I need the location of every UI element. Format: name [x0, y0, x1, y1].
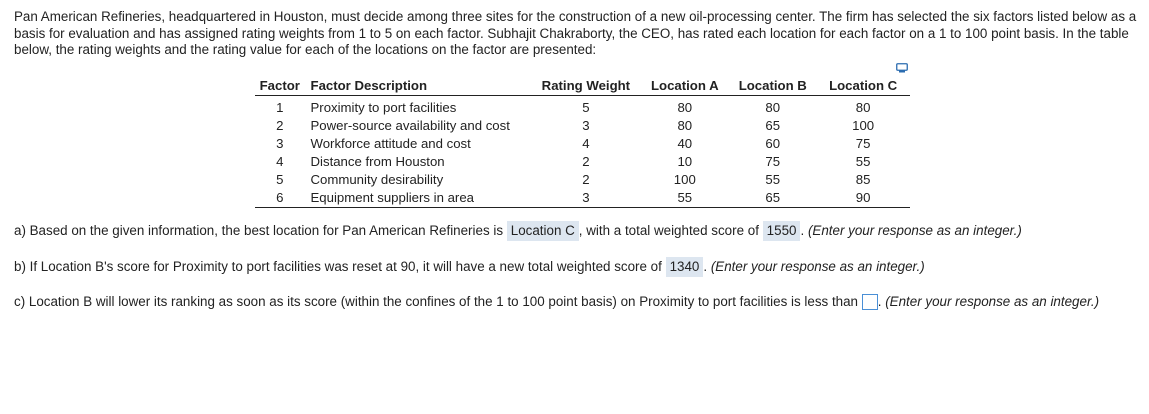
location-a-rating: 80 — [677, 117, 693, 133]
factor-description: Proximity to port facilities — [310, 99, 457, 115]
question-a-text: a) Based on the given information, the best location for Pan American Refineries is — [14, 223, 504, 238]
question-b-text: b) If Location B's score for Proximity to port facilities was reset at 90, it will have a new total weighted score of — [14, 259, 662, 274]
rating-weight: 3 — [531, 188, 640, 208]
location-a-rating: 10 — [677, 153, 693, 169]
location-b-rating: 65 — [765, 117, 781, 133]
table-row — [255, 170, 910, 188]
question-b-suffix: . — [703, 259, 708, 274]
question-a-note: (Enter your response as an integer.) — [807, 223, 1022, 238]
table-row — [255, 152, 910, 170]
location-a-rating: 40 — [677, 135, 693, 151]
question-a-suffix: . — [800, 223, 805, 238]
question-a-middle: , with a total weighted score of — [578, 223, 759, 238]
total-score-answer[interactable]: 1550 — [763, 221, 801, 241]
factor-description: Community desirability — [310, 171, 444, 187]
factor-number: 5 — [276, 171, 284, 187]
rating-weight: 2 — [582, 153, 590, 169]
location-c-rating: 75 — [855, 135, 871, 151]
header-location-b: Location B — [729, 77, 816, 96]
rating-weight: 5 — [582, 99, 590, 115]
rating-weight: 2 — [582, 171, 590, 187]
factor-number: 2 — [276, 117, 284, 133]
location-c-rating: 55 — [855, 153, 871, 169]
rating-weight: 3 — [582, 117, 590, 133]
rating-weight: 4 — [582, 135, 590, 151]
factor-number: 3 — [276, 135, 284, 151]
location-a-rating: 100 — [673, 171, 696, 187]
table-row — [255, 116, 910, 134]
factor-number: 1 — [276, 99, 284, 115]
question-a — [14, 221, 1022, 241]
question-b-note: (Enter your response as an integer.) — [710, 259, 925, 274]
location-b-rating: 75 — [765, 153, 781, 169]
header-factor-description: Factor Description — [305, 77, 532, 96]
question-c-note: (Enter your response as an integer.) — [885, 294, 1100, 309]
location-c-rating: 100 — [852, 117, 875, 133]
location-b-rating: 60 — [765, 135, 781, 151]
problem-statement: Pan American Refineries, headquartered in Houston, must decide among three sites for the construction of a new oil-processing center. The firm has selected the six factors listed below as a basis for evaluation and has assigned rating weights from 1 to 5 on each factor. Subhajit Chakraborty, the CEO, has rated each location for each factor on a 1 to 100 point basis. In the table below, the rating weights and the rating value for each of the locations on the factor are presented: — [14, 9, 1137, 57]
table-header-row — [255, 77, 910, 96]
factor-description: Distance from Houston — [310, 153, 445, 169]
location-b-rating: 65 — [729, 188, 816, 208]
factor-description: Power-source availability and cost — [310, 117, 510, 133]
location-c-rating: 80 — [855, 99, 871, 115]
location-b-rating: 80 — [765, 99, 781, 115]
header-rating-weight: Rating Weight — [531, 77, 640, 96]
question-b — [14, 257, 925, 277]
location-a-rating: 80 — [677, 99, 693, 115]
threshold-input[interactable] — [862, 294, 878, 310]
table-row — [255, 188, 910, 208]
factor-number: 4 — [276, 153, 284, 169]
table-row — [255, 134, 910, 152]
header-factor: Factor — [255, 77, 305, 96]
best-location-answer[interactable]: Location C — [507, 221, 579, 241]
factor-number: 6 — [255, 188, 305, 208]
factor-description: Equipment suppliers in area — [305, 188, 532, 208]
question-c-text: c) Location B will lower its ranking as soon as its score (within the confines of the 1 to 100 point basis) on Proximity to port facilities is less than — [14, 294, 859, 309]
header-location-c: Location C — [816, 77, 910, 96]
header-location-a: Location A — [640, 77, 729, 96]
question-c — [14, 292, 1099, 312]
factor-rating-table — [255, 77, 910, 208]
location-c-rating: 85 — [855, 171, 871, 187]
location-a-rating: 55 — [640, 188, 729, 208]
new-score-answer[interactable]: 1340 — [666, 257, 704, 277]
table-row — [255, 96, 910, 117]
location-b-rating: 55 — [765, 171, 781, 187]
factor-description: Workforce attitude and cost — [310, 135, 471, 151]
copy-table-icon[interactable] — [896, 61, 908, 71]
question-c-suffix: . — [877, 294, 882, 309]
location-c-rating: 90 — [816, 188, 910, 208]
